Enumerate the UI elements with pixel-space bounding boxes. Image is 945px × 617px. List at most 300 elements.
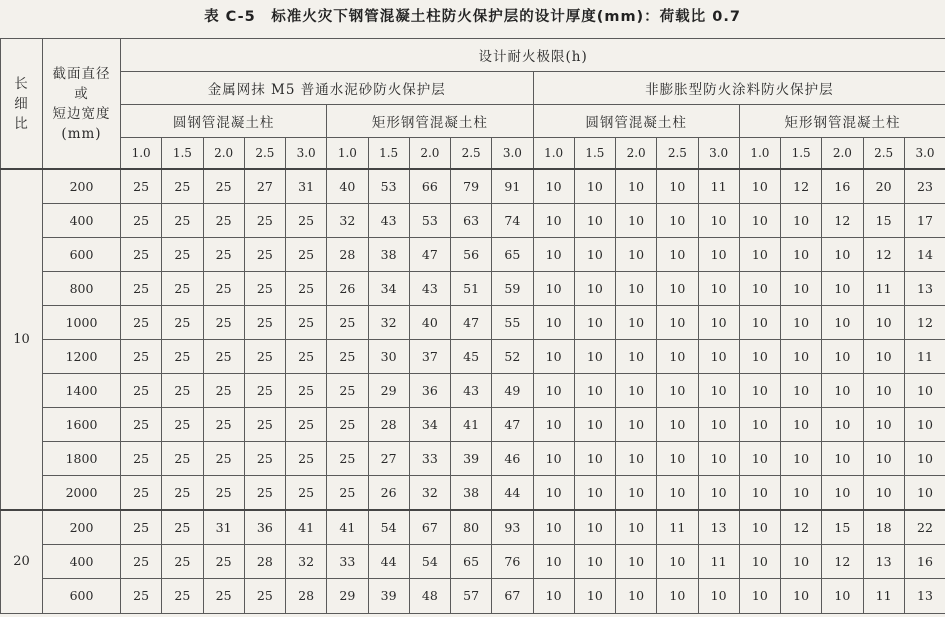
- dimension-cell: 1600: [43, 408, 121, 442]
- thickness-cell: 31: [203, 510, 244, 545]
- table-row: [1, 510, 945, 545]
- thickness-cell: 10: [781, 272, 822, 306]
- hours-header-cell: 1.5: [574, 138, 615, 170]
- thickness-cell: 25: [121, 306, 162, 340]
- thickness-cell: 10: [739, 204, 780, 238]
- thickness-cell: 25: [121, 374, 162, 408]
- thickness-cell: 25: [244, 238, 285, 272]
- thickness-cell: 13: [698, 510, 739, 545]
- thickness-cell: 32: [368, 306, 409, 340]
- thickness-cell: 93: [492, 510, 533, 545]
- thickness-cell: 10: [698, 204, 739, 238]
- slenderness-header-char: 比: [14, 115, 29, 132]
- thickness-cell: 65: [492, 238, 533, 272]
- thickness-cell: 40: [409, 306, 450, 340]
- hours-header-cell: 1.5: [162, 138, 203, 170]
- thickness-cell: 25: [244, 340, 285, 374]
- thickness-cell: 25: [121, 272, 162, 306]
- thickness-cell: 25: [121, 238, 162, 272]
- thickness-cell: 10: [739, 408, 780, 442]
- thickness-cell: 11: [698, 545, 739, 579]
- thickness-cell: 10: [739, 272, 780, 306]
- table-row: [1, 306, 945, 340]
- thickness-cell: 25: [162, 374, 203, 408]
- thickness-cell: 25: [286, 408, 327, 442]
- thickness-cell: 25: [244, 374, 285, 408]
- thickness-cell: 10: [698, 476, 739, 511]
- table-row: [1, 340, 945, 374]
- table-row: [1, 408, 945, 442]
- thickness-cell: 25: [286, 374, 327, 408]
- thickness-cell: 10: [739, 238, 780, 272]
- thickness-cell: 10: [574, 442, 615, 476]
- thickness-cell: 25: [244, 579, 285, 613]
- thickness-cell: 25: [244, 306, 285, 340]
- column-type-header: 圆钢管混凝土柱: [121, 105, 327, 138]
- thickness-cell: 10: [739, 510, 780, 545]
- thickness-cell: 25: [121, 204, 162, 238]
- thickness-cell: 10: [657, 442, 698, 476]
- thickness-cell: 10: [533, 340, 574, 374]
- thickness-cell: 10: [863, 340, 904, 374]
- thickness-cell: 25: [203, 169, 244, 204]
- table-row: [1, 204, 945, 238]
- thickness-cell: 12: [781, 169, 822, 204]
- thickness-cell: 15: [863, 204, 904, 238]
- thickness-cell: 10: [533, 204, 574, 238]
- thickness-cell: 44: [368, 545, 409, 579]
- table-header: [1, 39, 945, 170]
- hours-header-cell: 1.0: [327, 138, 368, 170]
- thickness-cell: 25: [162, 442, 203, 476]
- thickness-cell: 43: [451, 374, 492, 408]
- thickness-cell: 12: [904, 306, 945, 340]
- table-row: [1, 374, 945, 408]
- thickness-cell: 25: [203, 545, 244, 579]
- protection-header-coating: 非膨胀型防火涂料防火保护层: [533, 72, 945, 105]
- protection-header-mortar: 金属网抹 M5 普通水泥砂防火保护层: [121, 72, 534, 105]
- thickness-cell: 52: [492, 340, 533, 374]
- thickness-cell: 10: [781, 476, 822, 511]
- thickness-cell: 16: [904, 545, 945, 579]
- thickness-cell: 10: [657, 204, 698, 238]
- thickness-cell: 10: [863, 442, 904, 476]
- thickness-cell: 25: [244, 408, 285, 442]
- dimension-header-line: 或: [74, 85, 89, 102]
- thickness-cell: 13: [904, 272, 945, 306]
- thickness-cell: 10: [698, 442, 739, 476]
- thickness-cell: 10: [616, 476, 657, 511]
- thickness-cell: 91: [492, 169, 533, 204]
- thickness-cell: 29: [327, 579, 368, 613]
- hours-header-cell: 2.0: [409, 138, 450, 170]
- thickness-cell: 67: [492, 579, 533, 613]
- hours-header-cell: 2.5: [657, 138, 698, 170]
- thickness-cell: 10: [698, 306, 739, 340]
- thickness-cell: 25: [162, 510, 203, 545]
- thickness-cell: 25: [327, 340, 368, 374]
- dimension-header-line: 短边宽度: [52, 105, 111, 122]
- thickness-cell: 10: [657, 272, 698, 306]
- thickness-cell: 33: [327, 545, 368, 579]
- hours-header-cell: 1.0: [739, 138, 780, 170]
- thickness-cell: 25: [203, 442, 244, 476]
- hours-header-cell: 3.0: [286, 138, 327, 170]
- thickness-cell: 47: [409, 238, 450, 272]
- thickness-cell: 30: [368, 340, 409, 374]
- thickness-cell: 25: [244, 476, 285, 511]
- thickness-cell: 10: [698, 374, 739, 408]
- thickness-cell: 25: [327, 374, 368, 408]
- slenderness-header-char: 长: [14, 75, 29, 92]
- dimension-cell: 200: [43, 169, 121, 204]
- thickness-cell: 10: [616, 169, 657, 204]
- hours-header-cell: 2.0: [203, 138, 244, 170]
- thickness-cell: 32: [327, 204, 368, 238]
- thickness-cell: 10: [574, 476, 615, 511]
- hours-header-cell: 3.0: [904, 138, 945, 170]
- thickness-cell: 25: [327, 442, 368, 476]
- thickness-cell: 10: [863, 408, 904, 442]
- thickness-cell: 12: [822, 204, 863, 238]
- thickness-cell: 53: [368, 169, 409, 204]
- thickness-cell: 34: [368, 272, 409, 306]
- thickness-cell: 25: [286, 476, 327, 511]
- thickness-cell: 12: [863, 238, 904, 272]
- thickness-cell: 25: [203, 340, 244, 374]
- thickness-cell: 51: [451, 272, 492, 306]
- thickness-cell: 25: [121, 340, 162, 374]
- thickness-cell: 10: [574, 169, 615, 204]
- table-row: [1, 476, 945, 511]
- dimension-header-line: (mm): [61, 125, 102, 142]
- table-row: [1, 238, 945, 272]
- dimension-cell: 400: [43, 204, 121, 238]
- thickness-cell: 10: [574, 272, 615, 306]
- thickness-cell: 10: [574, 374, 615, 408]
- thickness-cell: 34: [409, 408, 450, 442]
- thickness-cell: 41: [286, 510, 327, 545]
- thickness-cell: 25: [286, 306, 327, 340]
- thickness-cell: 25: [203, 579, 244, 613]
- thickness-cell: 25: [162, 408, 203, 442]
- thickness-cell: 16: [822, 169, 863, 204]
- thickness-cell: 41: [327, 510, 368, 545]
- thickness-cell: 25: [244, 204, 285, 238]
- thickness-cell: 10: [616, 510, 657, 545]
- thickness-cell: 12: [822, 545, 863, 579]
- thickness-cell: 10: [657, 579, 698, 613]
- thickness-cell: 53: [409, 204, 450, 238]
- thickness-cell: 63: [451, 204, 492, 238]
- thickness-cell: 12: [781, 510, 822, 545]
- thickness-cell: 29: [368, 374, 409, 408]
- thickness-cell: 10: [657, 476, 698, 511]
- column-type-header: 圆钢管混凝土柱: [533, 105, 739, 138]
- thickness-cell: 10: [698, 238, 739, 272]
- thickness-cell: 26: [368, 476, 409, 511]
- hours-header-row: [1, 138, 945, 170]
- hours-header-cell: 1.5: [781, 138, 822, 170]
- thickness-cell: 10: [781, 545, 822, 579]
- thickness-cell: 10: [616, 408, 657, 442]
- thickness-cell: 10: [574, 545, 615, 579]
- fire-protection-table: [0, 38, 945, 614]
- thickness-cell: 36: [409, 374, 450, 408]
- thickness-cell: 76: [492, 545, 533, 579]
- fire-resistance-header: 设计耐火极限(h): [121, 39, 945, 72]
- thickness-cell: 10: [616, 272, 657, 306]
- thickness-cell: 10: [657, 545, 698, 579]
- thickness-cell: 25: [286, 238, 327, 272]
- thickness-cell: 10: [822, 579, 863, 613]
- thickness-cell: 74: [492, 204, 533, 238]
- hours-header-cell: 2.5: [244, 138, 285, 170]
- thickness-cell: 25: [286, 272, 327, 306]
- dimension-cell: 1200: [43, 340, 121, 374]
- thickness-cell: 10: [616, 579, 657, 613]
- thickness-cell: 25: [121, 579, 162, 613]
- thickness-cell: 25: [121, 442, 162, 476]
- dimension-cell: 600: [43, 238, 121, 272]
- thickness-cell: 10: [657, 306, 698, 340]
- thickness-cell: 10: [657, 238, 698, 272]
- thickness-cell: 17: [904, 204, 945, 238]
- thickness-cell: 25: [286, 204, 327, 238]
- thickness-cell: 43: [368, 204, 409, 238]
- thickness-cell: 10: [657, 340, 698, 374]
- thickness-cell: 10: [616, 374, 657, 408]
- thickness-cell: 10: [657, 169, 698, 204]
- table-row: [1, 272, 945, 306]
- thickness-cell: 10: [739, 374, 780, 408]
- thickness-cell: 10: [574, 306, 615, 340]
- dimension-cell: 600: [43, 579, 121, 613]
- hours-header-cell: 2.5: [451, 138, 492, 170]
- thickness-cell: 10: [533, 442, 574, 476]
- hours-header-cell: 1.5: [368, 138, 409, 170]
- thickness-cell: 10: [739, 442, 780, 476]
- thickness-cell: 10: [904, 374, 945, 408]
- thickness-cell: 10: [533, 272, 574, 306]
- thickness-cell: 79: [451, 169, 492, 204]
- thickness-cell: 10: [657, 374, 698, 408]
- thickness-cell: 25: [244, 442, 285, 476]
- thickness-cell: 10: [863, 476, 904, 511]
- dimension-cell: 400: [43, 545, 121, 579]
- thickness-cell: 10: [533, 306, 574, 340]
- thickness-cell: 10: [698, 272, 739, 306]
- thickness-cell: 25: [162, 306, 203, 340]
- thickness-cell: 10: [739, 476, 780, 511]
- thickness-cell: 25: [121, 545, 162, 579]
- thickness-cell: 55: [492, 306, 533, 340]
- thickness-cell: 25: [162, 272, 203, 306]
- thickness-cell: 10: [781, 340, 822, 374]
- thickness-cell: 33: [409, 442, 450, 476]
- thickness-cell: 10: [781, 306, 822, 340]
- thickness-cell: 10: [822, 272, 863, 306]
- thickness-cell: 10: [822, 238, 863, 272]
- thickness-cell: 28: [244, 545, 285, 579]
- thickness-cell: 25: [203, 476, 244, 511]
- thickness-cell: 28: [368, 408, 409, 442]
- thickness-cell: 25: [203, 374, 244, 408]
- thickness-cell: 13: [904, 579, 945, 613]
- table-row: [1, 579, 945, 613]
- thickness-cell: 10: [616, 204, 657, 238]
- thickness-cell: 25: [286, 340, 327, 374]
- dimension-header-line: 截面直径: [52, 65, 111, 82]
- thickness-cell: 25: [162, 169, 203, 204]
- thickness-cell: 20: [863, 169, 904, 204]
- thickness-cell: 10: [739, 306, 780, 340]
- thickness-cell: 66: [409, 169, 450, 204]
- thickness-cell: 65: [451, 545, 492, 579]
- thickness-cell: 10: [616, 545, 657, 579]
- hours-header-cell: 2.0: [822, 138, 863, 170]
- thickness-cell: 25: [244, 272, 285, 306]
- thickness-cell: 38: [368, 238, 409, 272]
- table-caption: 表 C-5 标准火灾下钢管混凝土柱防火保护层的设计厚度(mm)：荷载比 0.7: [204, 9, 741, 25]
- thickness-cell: 10: [574, 510, 615, 545]
- thickness-cell: 11: [698, 169, 739, 204]
- thickness-cell: 11: [863, 272, 904, 306]
- thickness-cell: 10: [533, 408, 574, 442]
- dimension-cell: 2000: [43, 476, 121, 511]
- slenderness-header: [1, 39, 43, 170]
- thickness-cell: 10: [822, 476, 863, 511]
- thickness-cell: 10: [863, 374, 904, 408]
- thickness-cell: 46: [492, 442, 533, 476]
- thickness-cell: 25: [203, 238, 244, 272]
- thickness-cell: 67: [409, 510, 450, 545]
- thickness-cell: 11: [657, 510, 698, 545]
- thickness-cell: 39: [368, 579, 409, 613]
- thickness-cell: 11: [863, 579, 904, 613]
- thickness-cell: 10: [533, 545, 574, 579]
- thickness-cell: 54: [368, 510, 409, 545]
- thickness-cell: 36: [244, 510, 285, 545]
- thickness-cell: 10: [616, 306, 657, 340]
- thickness-cell: 10: [533, 169, 574, 204]
- thickness-cell: 47: [451, 306, 492, 340]
- thickness-cell: 10: [822, 340, 863, 374]
- slenderness-header-char: 细: [14, 95, 29, 112]
- thickness-cell: 15: [822, 510, 863, 545]
- table-row: [1, 442, 945, 476]
- thickness-cell: 56: [451, 238, 492, 272]
- table-row: [1, 169, 945, 204]
- thickness-cell: 10: [739, 579, 780, 613]
- thickness-cell: 28: [286, 579, 327, 613]
- thickness-cell: 39: [451, 442, 492, 476]
- slenderness-cell: 10: [1, 169, 43, 510]
- thickness-cell: 10: [533, 476, 574, 511]
- thickness-cell: 25: [203, 408, 244, 442]
- thickness-cell: 10: [863, 306, 904, 340]
- thickness-cell: 25: [162, 476, 203, 511]
- thickness-cell: 10: [904, 442, 945, 476]
- thickness-cell: 43: [409, 272, 450, 306]
- thickness-cell: 25: [203, 272, 244, 306]
- thickness-cell: 10: [533, 374, 574, 408]
- dimension-cell: 800: [43, 272, 121, 306]
- thickness-cell: 10: [822, 306, 863, 340]
- dimension-cell: 1800: [43, 442, 121, 476]
- thickness-cell: 10: [781, 579, 822, 613]
- thickness-cell: 49: [492, 374, 533, 408]
- thickness-cell: 25: [121, 510, 162, 545]
- thickness-cell: 10: [781, 408, 822, 442]
- thickness-cell: 25: [327, 408, 368, 442]
- thickness-cell: 10: [574, 340, 615, 374]
- thickness-cell: 10: [781, 238, 822, 272]
- thickness-cell: 25: [162, 204, 203, 238]
- slenderness-cell: 20: [1, 510, 43, 613]
- thickness-cell: 10: [822, 408, 863, 442]
- thickness-cell: 40: [327, 169, 368, 204]
- thickness-cell: 57: [451, 579, 492, 613]
- thickness-cell: 25: [162, 340, 203, 374]
- thickness-cell: 41: [451, 408, 492, 442]
- thickness-cell: 80: [451, 510, 492, 545]
- thickness-cell: 10: [739, 169, 780, 204]
- thickness-cell: 31: [286, 169, 327, 204]
- thickness-cell: 26: [327, 272, 368, 306]
- dimension-cell: 1400: [43, 374, 121, 408]
- thickness-cell: 10: [822, 374, 863, 408]
- thickness-cell: 10: [781, 442, 822, 476]
- thickness-cell: 14: [904, 238, 945, 272]
- column-type-header: 矩形钢管混凝土柱: [739, 105, 945, 138]
- thickness-cell: 10: [781, 374, 822, 408]
- thickness-cell: 10: [739, 340, 780, 374]
- hours-header-cell: 2.0: [616, 138, 657, 170]
- hours-header-cell: 3.0: [698, 138, 739, 170]
- thickness-cell: 27: [368, 442, 409, 476]
- thickness-cell: 13: [863, 545, 904, 579]
- thickness-cell: 25: [162, 545, 203, 579]
- thickness-cell: 10: [822, 442, 863, 476]
- thickness-cell: 10: [904, 408, 945, 442]
- thickness-cell: 28: [327, 238, 368, 272]
- thickness-cell: 32: [286, 545, 327, 579]
- thickness-cell: 47: [492, 408, 533, 442]
- thickness-cell: 10: [698, 408, 739, 442]
- hours-header-cell: 3.0: [492, 138, 533, 170]
- dimension-header: [43, 39, 121, 170]
- thickness-cell: 10: [698, 340, 739, 374]
- thickness-cell: 10: [574, 238, 615, 272]
- thickness-cell: 10: [657, 408, 698, 442]
- column-type-header: 矩形钢管混凝土柱: [327, 105, 533, 138]
- thickness-cell: 45: [451, 340, 492, 374]
- table-row: [1, 545, 945, 579]
- thickness-cell: 10: [574, 204, 615, 238]
- thickness-cell: 10: [533, 238, 574, 272]
- thickness-cell: 44: [492, 476, 533, 511]
- dimension-cell: 1000: [43, 306, 121, 340]
- hours-header-cell: 1.0: [533, 138, 574, 170]
- thickness-cell: 48: [409, 579, 450, 613]
- thickness-cell: 22: [904, 510, 945, 545]
- thickness-cell: 10: [533, 579, 574, 613]
- thickness-cell: 25: [121, 169, 162, 204]
- thickness-cell: 10: [781, 204, 822, 238]
- thickness-cell: 10: [574, 579, 615, 613]
- thickness-cell: 18: [863, 510, 904, 545]
